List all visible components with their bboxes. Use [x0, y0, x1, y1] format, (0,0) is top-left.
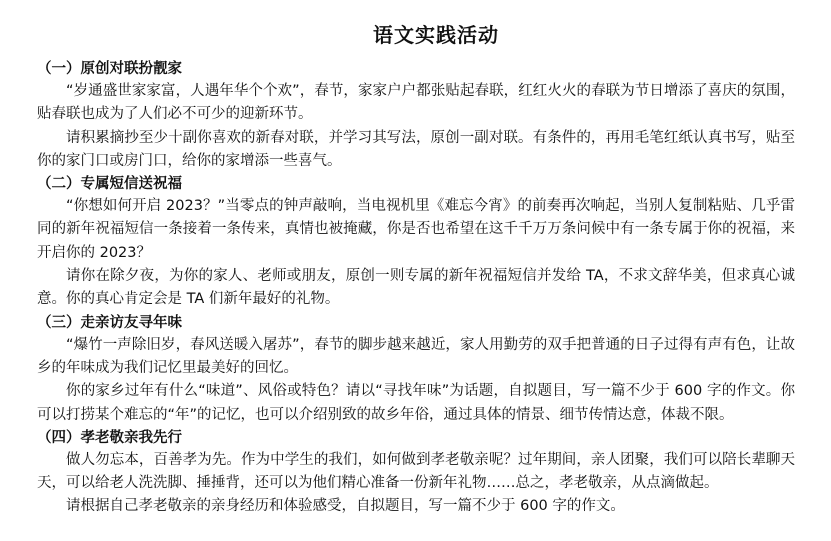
- section-filial-piety: [37, 427, 795, 519]
- document-page: [37, 18, 795, 519]
- section-heading: （三）走亲访友寻年味: [37, 314, 182, 331]
- section-new-year-flavor: [37, 312, 795, 427]
- document-title: 语文实践活动: [373, 23, 499, 47]
- section-paragraph: “爆竹一声除旧岁，春风送暖入屠苏”，春节的脚步越来越近，家人用勤劳的双手把普通的日子过得有声有色，让故乡的年味成为我们记忆里最美好的回忆。: [37, 336, 795, 376]
- section-greeting-message: [37, 173, 795, 311]
- section-paragraph: 请根据自己孝老敬亲的亲身经历和体验感受，自拟题目，写一篇不少于 600 字的作文。: [66, 498, 625, 515]
- section-paragraph: 你的家乡过年有什么“味道”、风俗或特色？请以“寻找年味”为话题，自拟题目，写一篇不少于 600 字的作文。你可以打捞某个难忘的“年”的记忆，也可以介绍别致的故乡年俗，通过具体的情景、细节传情达意，体裁不限。: [37, 383, 795, 423]
- section-paragraph: “你想如何开启 2023？”当零点的钟声敲响，当电视机里《难忘今宵》的前奏再次响起，当别人复制粘贴、几乎雷同的新年祝福短信一条接着一条传来，真情也被掩藏，你是否也希望在这千千万万条问候中有一条专属于你的祝福，来开启你的 2023？: [37, 198, 795, 261]
- section-couplets: [37, 58, 795, 173]
- section-paragraph: 请积累摘抄至少十副你喜欢的新春对联，并学习其写法，原创一副对联。有条件的，再用毛笔红纸认真书写，贴至你的家门口或房门口，给你的家增添一些喜气。: [37, 129, 795, 169]
- section-paragraph: 做人勿忘本，百善孝为先。作为中学生的我们，如何做到孝老敬亲呢？过年期间，亲人团聚，我们可以陪长辈聊天天，可以给老人洗洗脚、捶捶背，还可以为他们精心准备一份新年礼物……总之，孝老敬亲，从点滴做起。: [37, 451, 795, 492]
- section-paragraph: “岁通盛世家家富，人遇年华个个欢”，春节，家家户户都张贴起春联，红红火火的春联为节日增添了喜庆的氛围，贴春联也成为了人们必不可少的迎新环节。: [37, 83, 795, 123]
- section-heading: （四）孝老敬亲我先行: [37, 429, 182, 446]
- section-heading: （二）专属短信送祝福: [37, 176, 182, 193]
- section-paragraph: 请你在除夕夜，为你的家人、老师或朋友，原创一则专属的新年祝福短信并发给 TA，不求文辞华美，但求真心诚意。你的真心肯定会是 TA 们新年最好的礼物。: [37, 268, 795, 308]
- section-heading: （一）原创对联扮靓家: [37, 61, 182, 77]
